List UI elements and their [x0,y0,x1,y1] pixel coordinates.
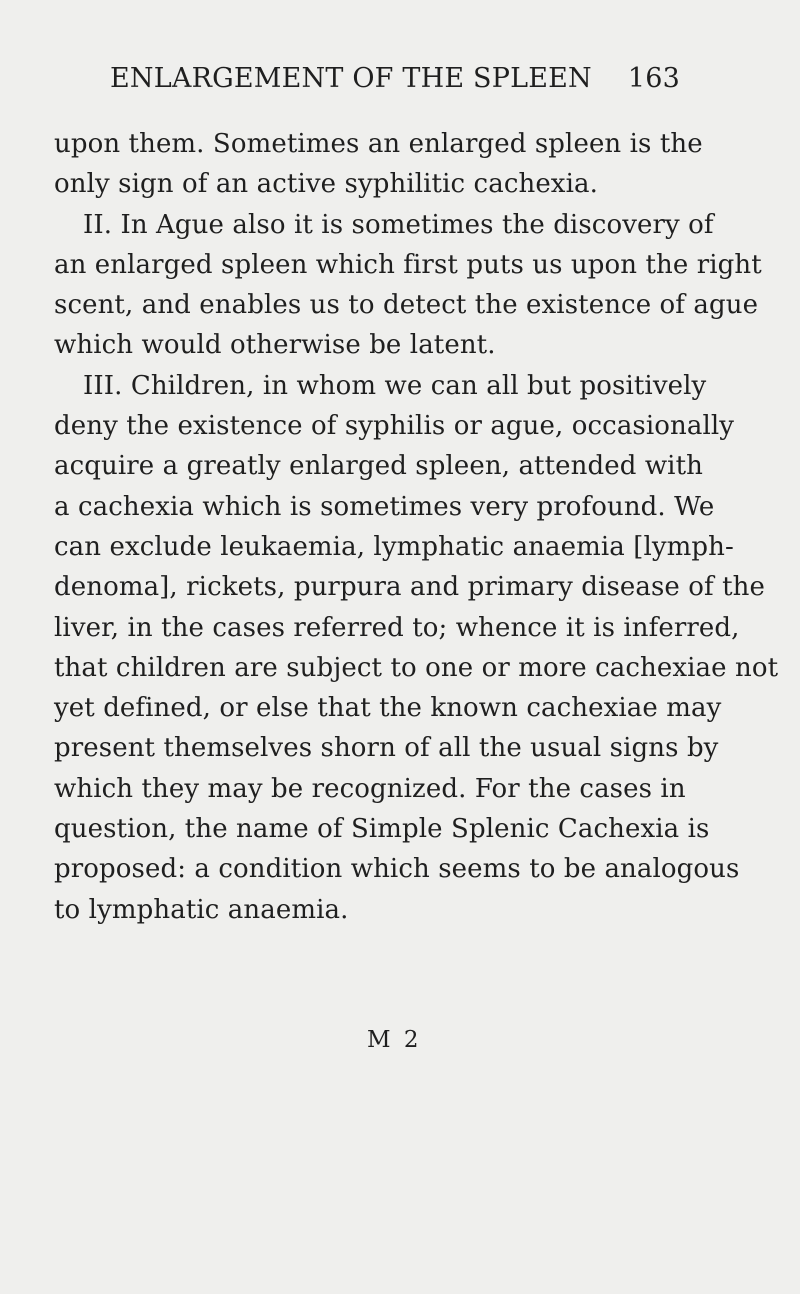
text-line: a cachexia which is sometimes very profound. We [54,491,715,522]
text-line: only sign of an active syphilitic cachexia. [54,169,598,200]
text-line: denoma], rickets, purpura and primary disease of the [54,572,766,603]
text-line: scent, and enables us to detect the existence of ague [54,290,759,321]
text-line: present themselves shorn of all the usual signs by [54,733,719,764]
running-title: ENLARGEMENT OF THE SPLEEN [110,63,592,94]
page-number: 163 [627,63,680,94]
text-line: question, the name of Simple Splenic Cachexia is [54,814,710,845]
page-header [110,63,680,113]
signature-mark: M 2 [367,1027,422,1053]
text-line: yet defined, or else that the known cachexiae may [54,693,722,724]
text-line: an enlarged spleen which first puts us upon the right [54,249,762,280]
text-line: can exclude leukaemia, lymphatic anaemia [lymph- [54,531,734,562]
text-line: upon them. Sometimes an enlarged spleen is the [54,129,703,159]
text-line: II. In Ague also it is sometimes the discovery of [83,209,714,240]
text-line: which would otherwise be latent. [54,330,496,361]
text-line: III. Children, in whom we can all but positively [83,370,707,401]
text-line: which they may be recognized. For the cases in [54,773,686,804]
text-line: that children are subject to one or more cachexiae not [54,652,779,683]
body-text [54,124,779,930]
text-line: acquire a greatly enlarged spleen, attended with [54,451,703,482]
text-line: deny the existence of syphilis or ague, occasionally [54,411,735,442]
text-line: to lymphatic anaemia. [54,894,349,925]
text-line: proposed: a condition which seems to be analogous [54,854,740,885]
text-line: liver, in the cases referred to; whence it is inferred, [54,612,740,643]
